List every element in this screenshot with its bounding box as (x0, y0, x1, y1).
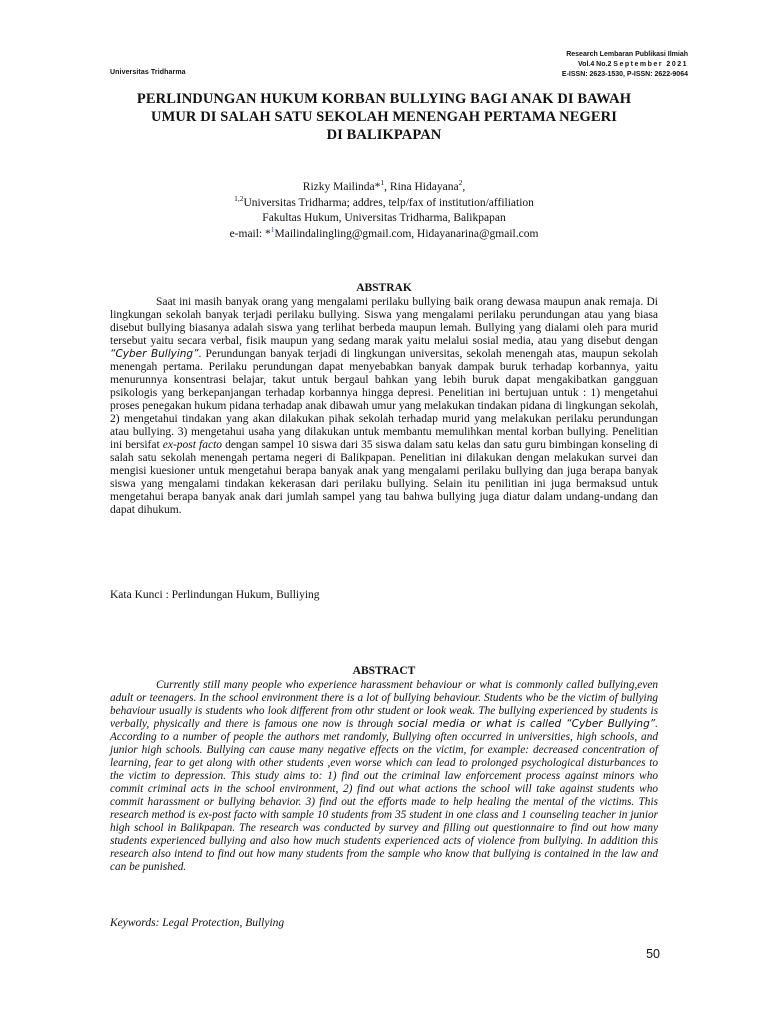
author-2-sup: 2 (458, 178, 463, 188)
affiliation-sup: 1,2 (234, 193, 244, 203)
abstrak-text-2: . Perundungan banyak terjadi di lingkungan universitas, sekolah menengah atas, maupun sekolah menengah pertama. Perilaku perundungan dapat menyebabkan banyak dampak buruk terhadap korbannya, yaitu menurunnya konsentrasi belajar, takut untuk bergaul bahkan yang lebih buruk dapat mengakibatkan gangguan psikologis yang berkepanjangan terhadap korbannya hingga depresi. Penelitian ini bertujuan untuk : 1) mengetahui proses penegakan hukum pidana terhadap anak dibawah umur yang melakukan tindakan pidana di lingkungan sekolah, 2) mengetahui tindakan yang akan dilakukan pihak sekolah terhadap murid yang melakukan perilaku perundungan atau bullying. 3) mengetahui usaha yang dilakukan untuk membantu memulihkan mental korban bullying. Penelitian ini bersifat (110, 348, 658, 451)
author-block (120, 180, 648, 242)
email-addresses: Mailindalingling@gmail.com, Hidayanarina@gmail.com (274, 227, 539, 240)
kata-kunci: Kata Kunci : Perlindungan Hukum, Bulliying (110, 589, 320, 601)
header-volume: Vol.4 No.2 (578, 61, 612, 68)
abstract-text-2: . According to a number of people the authors met randomly, Bullying often occurred in universities, high schools, and junior high schools. Bullying can cause many negative effects on the victim, for example: decreased concentration of learning, fear to get along with other students ,even worse which can lead to prolonged psychological disturbances to the victim to depression. This study aims to: 1) find out the criminal law enforcement process against minors who commit criminal acts in the school environment, 2) find out what actions the school will take against students who commit harassment or bullying behavior. 3) find out the efforts made to help healing the mental of the victims. This research method is ex-post facto with sample 10 students from 35 student in one class and 1 counseling teacher in junior high school in Balikpapan. The research was conducted by survey and filling out questionnaire to find out how many students experienced bullying and also how much students experienced acts of violence from bullying. In addition this research also intend to find out how many students from the sample who know that bullying is contained in the law and can be punished. (110, 718, 658, 873)
email-label: e-mail: (229, 227, 266, 240)
abstract-text-1: Currently still many people who experience harassment behaviour or what is commonly called bullying,even adult or teenagers. In the school environment there is a lot of bullying behaviour. Students who be the victim of bullying behaviour usually is students who look different from othr student or look weak. The bullying experienced by students is verbally, physically and there is famous one now is through (110, 679, 658, 730)
abstrak-text-1: Saat ini masih banyak orang yang mengalami perilaku bullying baik orang dewasa maupun anak remaja. Di lingkungan sekolah banyak terjadi perilaku bullying. Siswa yang mengalami perilaku perundungan atau yang biasa disebut bullying biasanya adalah siswa yang terlihat berbeda maupun lemah. Bullying yang dialami oleh para murid tersebut yaitu secara verbal, fisik maupun yang sedang marak yaitu melalui sosial media, atau yang disebut dengan (110, 296, 658, 347)
paper-title (100, 90, 668, 144)
header-institution: Universitas Tridharma (110, 69, 186, 76)
header-journal-info (562, 50, 688, 80)
abstrak-body (110, 296, 658, 517)
affiliation: Universitas Tridharma; addres, telp/fax of institution/affiliation (243, 196, 534, 209)
header-date: September 2021 (613, 61, 688, 68)
faculty-line: Fakultas Hukum, Universitas Tridharma, Balikpapan (262, 212, 506, 224)
title-line-3: DI BALIKPAPAN (326, 127, 442, 143)
author-end: , (462, 181, 466, 193)
abstract-heading: ABSTRACT (352, 665, 416, 677)
email-star: * (265, 227, 271, 240)
author-1-sup: 1 (380, 178, 385, 188)
author-2: Rina Hidayana (389, 181, 459, 193)
header-journal-name: Research Lembaran Publikasi Ilmiah (566, 51, 688, 58)
header-volume-line (562, 60, 688, 70)
email-line (120, 224, 648, 243)
abstract-cyber-term: social media or what is called “Cyber Bullying” (397, 718, 656, 730)
email-link-sup[interactable]: 1 (270, 224, 275, 234)
page-number: 50 (646, 947, 660, 961)
header-issn: E-ISSN: 2623-1530, P-ISSN: 2622-9064 (561, 71, 688, 78)
abstrak-cyber-term: “Cyber Bullying” (110, 348, 199, 360)
abstrak-text-3: dengan sampel 10 siswa dari 35 siswa dalam satu kelas dan satu guru bimbingan konseling di salah satu sekolah menengah pertama negeri di Balikpapan. Penelitian ini dilakukan dengan melakukan survei dan mengisi kuesioner untuk mengetahui berapa banyak anak yang mengalami perilaku bullying dan juga berapa banyak siswa yang mengalami tindakan kekerasan dari perilaku bullying. Selain itu penilitian ini juga bermaksud untuk mengetahui berapa banyak anak dari jumlah sampel yang tau bahwa bullying juga diatur dalam undang-undang dan dapat dihukum. (110, 439, 659, 516)
abstrak-expost-term: ex-post facto (162, 439, 223, 451)
author-names (120, 180, 648, 196)
abstract-body (110, 679, 658, 874)
author-1: Rizky Mailinda* (302, 181, 381, 193)
keywords: Keywords: Legal Protection, Bullying (110, 917, 285, 929)
author-separator: , (384, 181, 390, 193)
title-line-1: PERLINDUNGAN HUKUM KORBAN BULLYING BAGI ANAK DI BAWAH (136, 91, 632, 107)
abstrak-heading: ABSTRAK (356, 282, 412, 294)
affiliation-line (120, 193, 648, 212)
title-line-2: UMUR DI SALAH SATU SEKOLAH MENENGAH PERTAMA NEGERI (151, 109, 617, 125)
